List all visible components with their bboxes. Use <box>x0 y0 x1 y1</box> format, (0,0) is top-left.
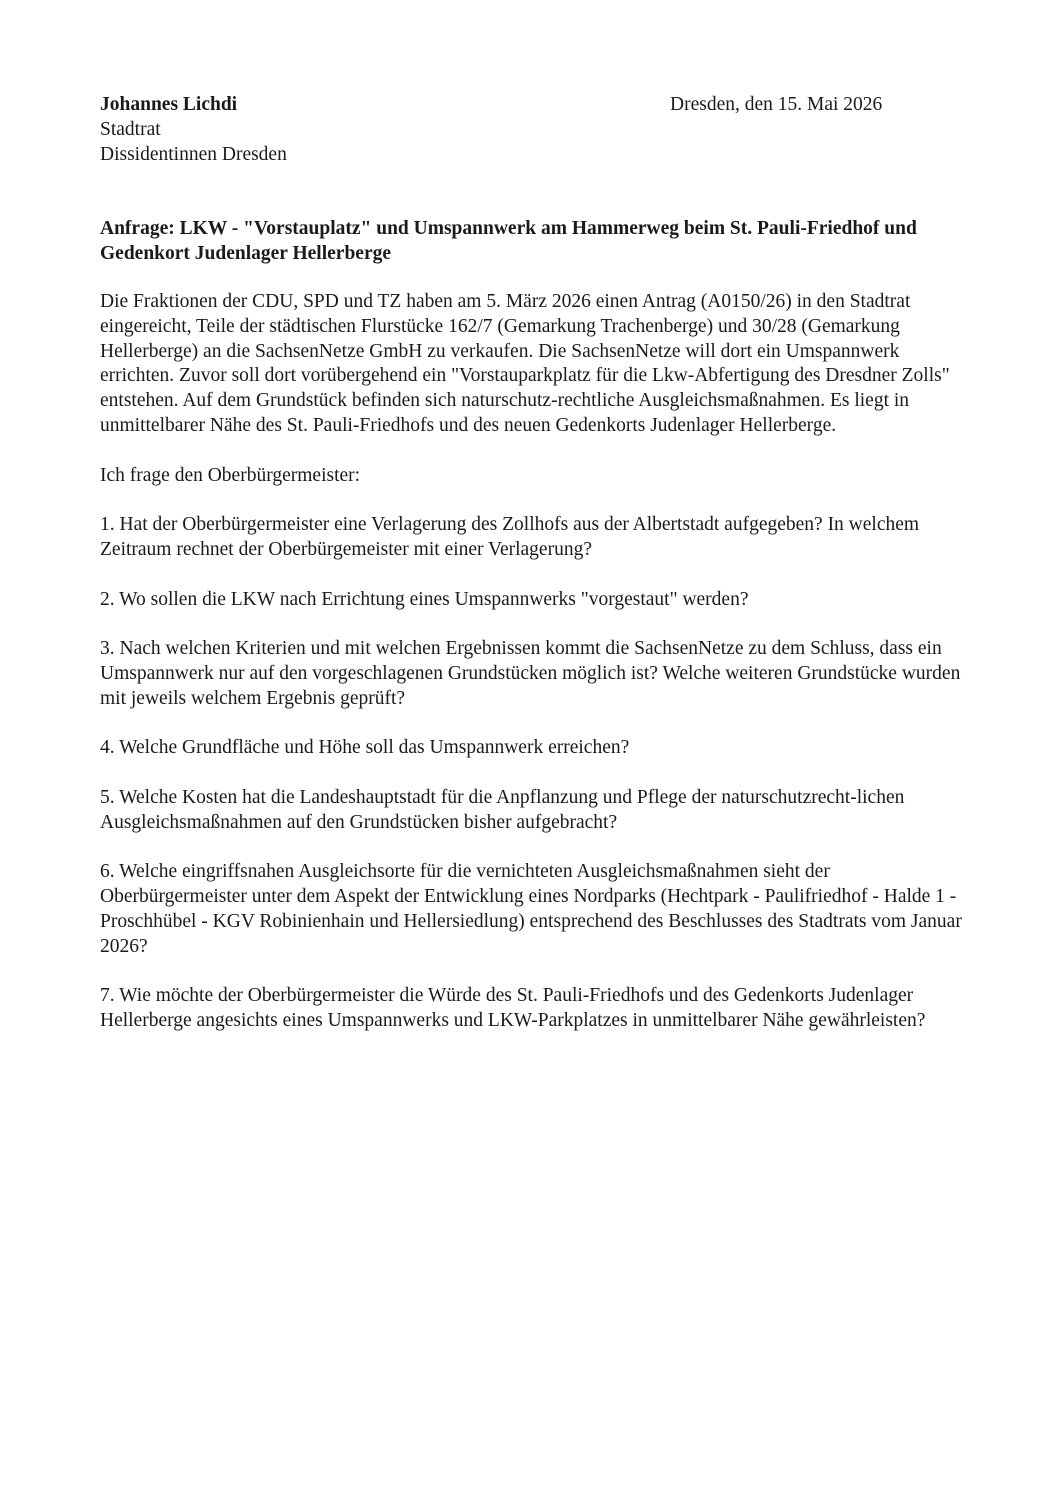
sender-block <box>100 93 600 167</box>
question-5: 5. Welche Kosten hat die Landeshauptstadt für die Anpflanzung und Pflege der naturschutzrecht-lichen Ausgleichsmaßnahmen auf den Grundstücken bisher aufgebracht? <box>100 786 905 833</box>
question-3: 3. Nach welchen Kriterien und mit welchen Ergebnissen kommt die SachsenNetze zu dem Schluss, dass ein Umspannwerk nur auf den vorgeschlagenen Grundstücken möglich ist? Welche weiteren Grundstücke wurden mit jeweils welchem Ergebnis geprüft? <box>100 638 961 709</box>
subject-heading: Anfrage: LKW - "Vorstauplatz" und Umspannwerk am Hammerweg beim St. Pauli-Friedhof und Gedenkort Judenlager Hellerberge <box>100 218 917 264</box>
lead-paragraph: Ich frage den Oberbürgermeister: <box>100 464 361 486</box>
intro-paragraph: Die Fraktionen der CDU, SPD und TZ haben am 5. März 2026 einen Antrag (A0150/26) in den Stadtrat eingereicht, Teile der städtischen Flurstücke 162/7 (Gemarkung Trachenberge) und 30/28 (Gemarkung Hellerberge) an die SachsenNetze GmbH zu verkaufen. Die SachsenNetze will dort ein Umspannwerk errichten. Zuvor soll dort vorübergehend ein "Vorstauparkplatz für die Lkw-Abfertigung des Dresdner Zolls" entstehen. Auf dem Grundstück befinden sich naturschutz-rechtliche Ausgleichsmaßnahmen. Es liegt in unmittelbarer Nähe des St. Pauli-Friedhofs und des neuen Gedenkorts Judenlager Hellerberge. <box>100 291 950 436</box>
question-1: 1. Hat der Oberbürgermeister eine Verlagerung des Zollhofs aus der Albertstadt aufgegeben? In welchem Zeitraum rechnet der Oberbürgemeister mit einer Verlagerung? <box>100 514 920 560</box>
question-2: 2. Wo sollen die LKW nach Errichtung eines Umspannwerks "vorgestaut" werden? <box>100 588 749 610</box>
question-4: 4. Welche Grundfläche und Höhe soll das Umspannwerk erreichen? <box>100 737 630 759</box>
sender-group: Dissidentinnen Dresden <box>100 143 287 165</box>
sender-name: Johannes Lichdi <box>100 94 238 115</box>
question-7: 7. Wie möchte der Oberbürgermeister die Würde des St. Pauli-Friedhofs und des Gedenkorts Judenlager Hellerberge angesichts eines Umspannwerks und LKW-Parkplatzes in unmittelbarer Nähe gewährleisten? <box>100 985 926 1032</box>
letter-body <box>100 290 970 1059</box>
sender-role: Stadtrat <box>100 118 161 140</box>
letter-date: Dresden, den 15. Mai 2026 <box>670 94 883 115</box>
question-6: 6. Welche eingriffsnahen Ausgleichsorte für die vernichteten Ausgleichsmaßnahmen sieht der Oberbürgermeister unter dem Aspekt der Entwicklung eines Nordparks (Hechtpark - Paulifriedhof - Halde 1 - Proschhübel - KGV Robinienhain und Hellersiedlung) entsprechend des Beschlusses des Stadtrats vom Januar 2026? <box>100 861 962 957</box>
